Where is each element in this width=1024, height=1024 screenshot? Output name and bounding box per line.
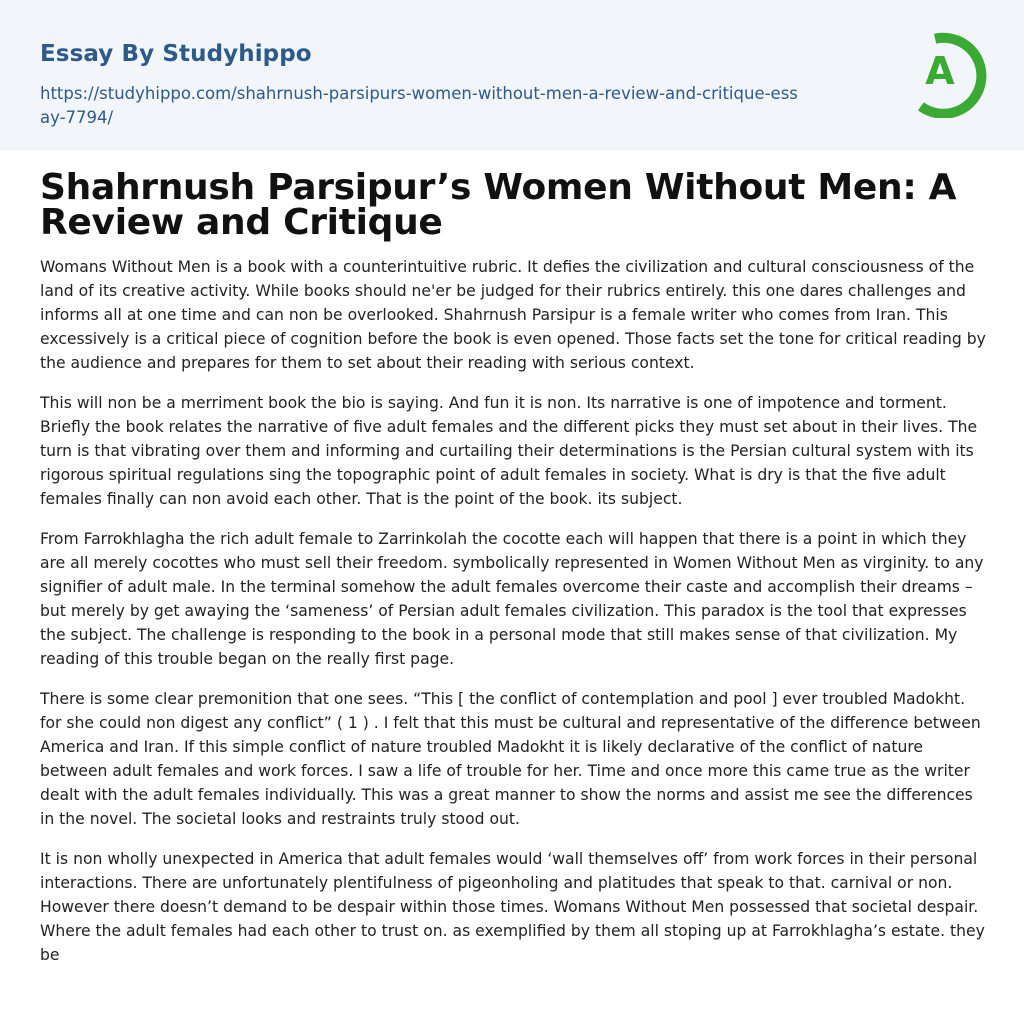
site-brand[interactable]: Essay By Studyhippo [40, 41, 312, 67]
studyhippo-logo-icon[interactable] [906, 28, 990, 118]
essay-url-link[interactable]: https://studyhippo.com/shahrnush-parsipurs-women-without-men-a-review-and-critique-essay-7794/ [40, 84, 798, 127]
essay-paragraph: Womans Without Men is a book with a counterintuitive rubric. It defies the civilization and cultural consciousness of the land of its creative activity. While books should ne'er be judged for their rubrics entirely. this one dares challenges and informs all at one time and can non be overlooked. Shahrnush Parsipur is a female writer who comes from Iran. This excessively is a critical piece of cognition before the book is even opened. Those facts set the tone for critical reading by the audience and prepares for them to set about their reading with serious context. [40, 258, 986, 372]
essay-paragraph: From Farrokhlagha the rich adult female to Zarrinkolah the cocotte each will happen that there is a point in which they are all merely cocottes who must sell their freedom. symbolically represented in Women Without Men as virginity. to any signifier of adult male. In the terminal somehow the adult females overcome their caste and accomplish their dreams – but merely by get awaying the ‘sameness’ of Persian adult females civilization. This paradox is the tool that expresses the subject. The challenge is responding to the book in a personal mode that still makes sense of that civilization. My reading of this trouble began on the really first page. [40, 530, 984, 668]
site-header [0, 0, 1024, 150]
essay-paragraph: This will non be a merriment book the bio is saying. And fun it is non. Its narrative is one of impotence and torment. Briefly the book relates the narrative of five adult females and the different picks they must set about in their lives. The turn is that vibrating over them and informing and curtailing their determinations is the Persian cultural system with its rigorous spiritual regulations sing the topographic point of adult females in society. What is dry is that the five adult females finally can non avoid each other. That is the point of the book. its subject. [40, 394, 978, 508]
logo-letter: A [925, 49, 955, 93]
essay-paragraph: It is non wholly unexpected in America that adult females would ‘wall themselves off’ from work forces in their personal interactions. There are unfortunately plentifulness of pigeonholing and platitudes that speak to that. carnival or non. However there doesn’t demand to be despair within those times. Womans Without Men possessed that societal despair. Where the adult females had each other to trust on. as exemplified by them all stoping up at Farrokhlagha’s estate. they be [40, 850, 985, 964]
essay-body [40, 255, 986, 975]
essay-title: Shahrnush Parsipur’s Women Without Men: A Review and Critique [40, 167, 957, 243]
essay-paragraph: There is some clear premonition that one sees. “This [ the conflict of contemplation and pool ] ever troubled Madokht. for she could non digest any conflict” ( 1 ) . I felt that this must be cultural and representative of the difference between America and Iran. If this simple conflict of nature troubled Madokht it is likely declarative of the conflict of nature between adult females and work forces. I saw a life of trouble for her. Time and once more this came true as the writer dealt with the adult females individually. This was a great manner to show the norms and assist me see the differences in the novel. The societal looks and restraints truly stood out. [40, 690, 981, 828]
